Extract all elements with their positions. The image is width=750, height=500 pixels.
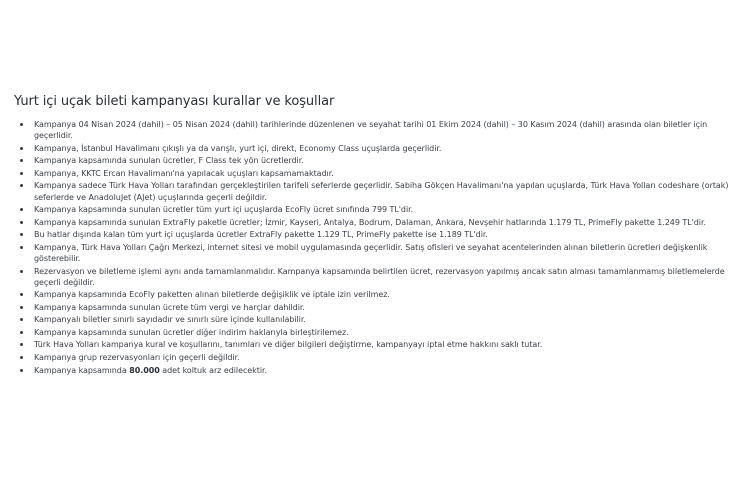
- list-item: [14, 339, 744, 350]
- bullet-icon: [20, 184, 23, 187]
- campaign-terms: [14, 93, 744, 377]
- bullet-icon: [20, 369, 23, 372]
- list-item: [14, 289, 744, 300]
- list-item: [14, 314, 744, 325]
- bullet-icon: [20, 343, 23, 346]
- rule-text-after: adet koltuk arz edilecektir.: [159, 365, 267, 375]
- rules-list: [14, 119, 744, 376]
- rule-text: Bu hatlar dışında kalan tüm yurt içi uçuşlarda ücretler ExtraFly pakette 1.129 TL, PrimeFly pakette ise 1.189 TL'dir.: [34, 230, 488, 240]
- list-item: [14, 327, 744, 338]
- list-item: [14, 266, 744, 288]
- rule-text: Kampanya kapsamında EcoFly paketten alınan biletlerde değişiklik ve iptale izin verilmez.: [34, 290, 390, 300]
- rule-text: Kampanya kapsamında sunulan ücretler, F Class tek yön ücretlerdir.: [34, 156, 304, 166]
- bullet-icon: [20, 356, 23, 359]
- rule-text: Kampanya, Türk Hava Yolları Çağrı Merkezi, internet sitesi ve mobil uygulamasında geçerlidir. Satış ofisleri ve seyahat acentelerinden alınan biletlerin ücretleri değişkenlik gösterebilir.: [34, 242, 708, 263]
- rule-text: Rezervasyon ve biletleme işlemi aynı anda tamamlanmalıdır. Kampanya kapsamında belirtilen ücret, rezervasyon yapılmış ancak satın alması tamamlanmamış biletlemelerde geçerli değildir.: [34, 266, 725, 287]
- bullet-icon: [20, 306, 23, 309]
- rule-text: Kampanya kapsamında sunulan ücretler tüm yurt içi uçuşlarda EcoFly ücret sınıfında 799 TL'dir.: [34, 205, 414, 215]
- bullet-icon: [20, 147, 23, 150]
- rule-text: Kampanya 04 Nisan 2024 (dahil) – 05 Nisan 2024 (dahil) tarihlerinde düzenlenen ve seyahat tarihi 01 Ekim 2024 (dahil) – 30 Kasım 2024 (dahil) arasında olan biletler için geçerlidir.: [34, 120, 708, 141]
- list-item: [14, 365, 744, 376]
- list-item: [14, 302, 744, 313]
- rule-text: Kampanya sadece Türk Hava Yolları tarafından gerçekleştirilen tarifeli seferlerde geçerlidir. Sabiha Gökçen Havalimanı'na yapılan uçuşlarda, Türk Hava Yolları codeshare (ortak) seferlerde ve AnadoluJet (AJet) uçuşlarında geçerli değildir.: [34, 181, 729, 202]
- list-item: [14, 352, 744, 363]
- rule-text: Kampanya kapsamında sunulan ExtraFly paketle ücretler; İzmir, Kayseri, Antalya, Bodrum, Dalaman, Ankara, Nevşehir hatlarında 1.179 TL, PrimeFly pakette 1.249 TL'dir.: [34, 217, 706, 227]
- rule-text: Kampanya grup rezervasyonları için geçerli değildir.: [34, 353, 240, 363]
- rule-text: Kampanya kapsamında sunulan ücretler diğer indirim haklarıyla birleştirilemez.: [34, 327, 349, 337]
- list-item: [14, 168, 744, 179]
- bullet-icon: [20, 123, 23, 126]
- bullet-icon: [20, 172, 23, 175]
- list-item: [14, 143, 744, 154]
- bullet-icon: [20, 293, 23, 296]
- bullet-icon: [20, 221, 23, 224]
- bullet-icon: [20, 208, 23, 211]
- rule-text-before: Kampanya kapsamında: [34, 365, 130, 375]
- list-item: [14, 217, 744, 228]
- rule-text: Türk Hava Yolları kampanya kural ve koşullarını, tanımları ve diğer bilgileri değiştirme, kampanyayı iptal etme hakkını saklı tutar.: [34, 340, 543, 350]
- rule-text: Kampanya, KKTC Ercan Havalimanı'na yapılacak uçuşları kapsamamaktadır.: [34, 168, 334, 178]
- rule-text: Kampanya kapsamında sunulan ücrete tüm vergi ve harçlar dahildir.: [34, 302, 305, 312]
- seat-count: 80.000: [129, 365, 160, 375]
- list-item: [14, 155, 744, 166]
- list-item: [14, 229, 744, 240]
- list-item: [14, 119, 744, 141]
- list-item: [14, 242, 744, 264]
- list-item: [14, 204, 744, 215]
- bullet-icon: [20, 233, 23, 236]
- page-title: Yurt içi uçak bileti kampanyası kurallar ve koşullar: [14, 94, 335, 109]
- bullet-icon: [20, 270, 23, 273]
- rule-text: Kampanyalı biletler sınırlı sayıdadır ve sınırlı süre içinde kullanılabilir.: [34, 315, 306, 325]
- rule-text: Kampanya, İstanbul Havalimanı çıkışlı ya da varışlı, yurt içi, direkt, Economy Class uçuşlarda geçerlidir.: [34, 143, 442, 153]
- list-item: [14, 180, 744, 202]
- bullet-icon: [20, 246, 23, 249]
- bullet-icon: [20, 159, 23, 162]
- bullet-icon: [20, 318, 23, 321]
- bullet-icon: [20, 331, 23, 334]
